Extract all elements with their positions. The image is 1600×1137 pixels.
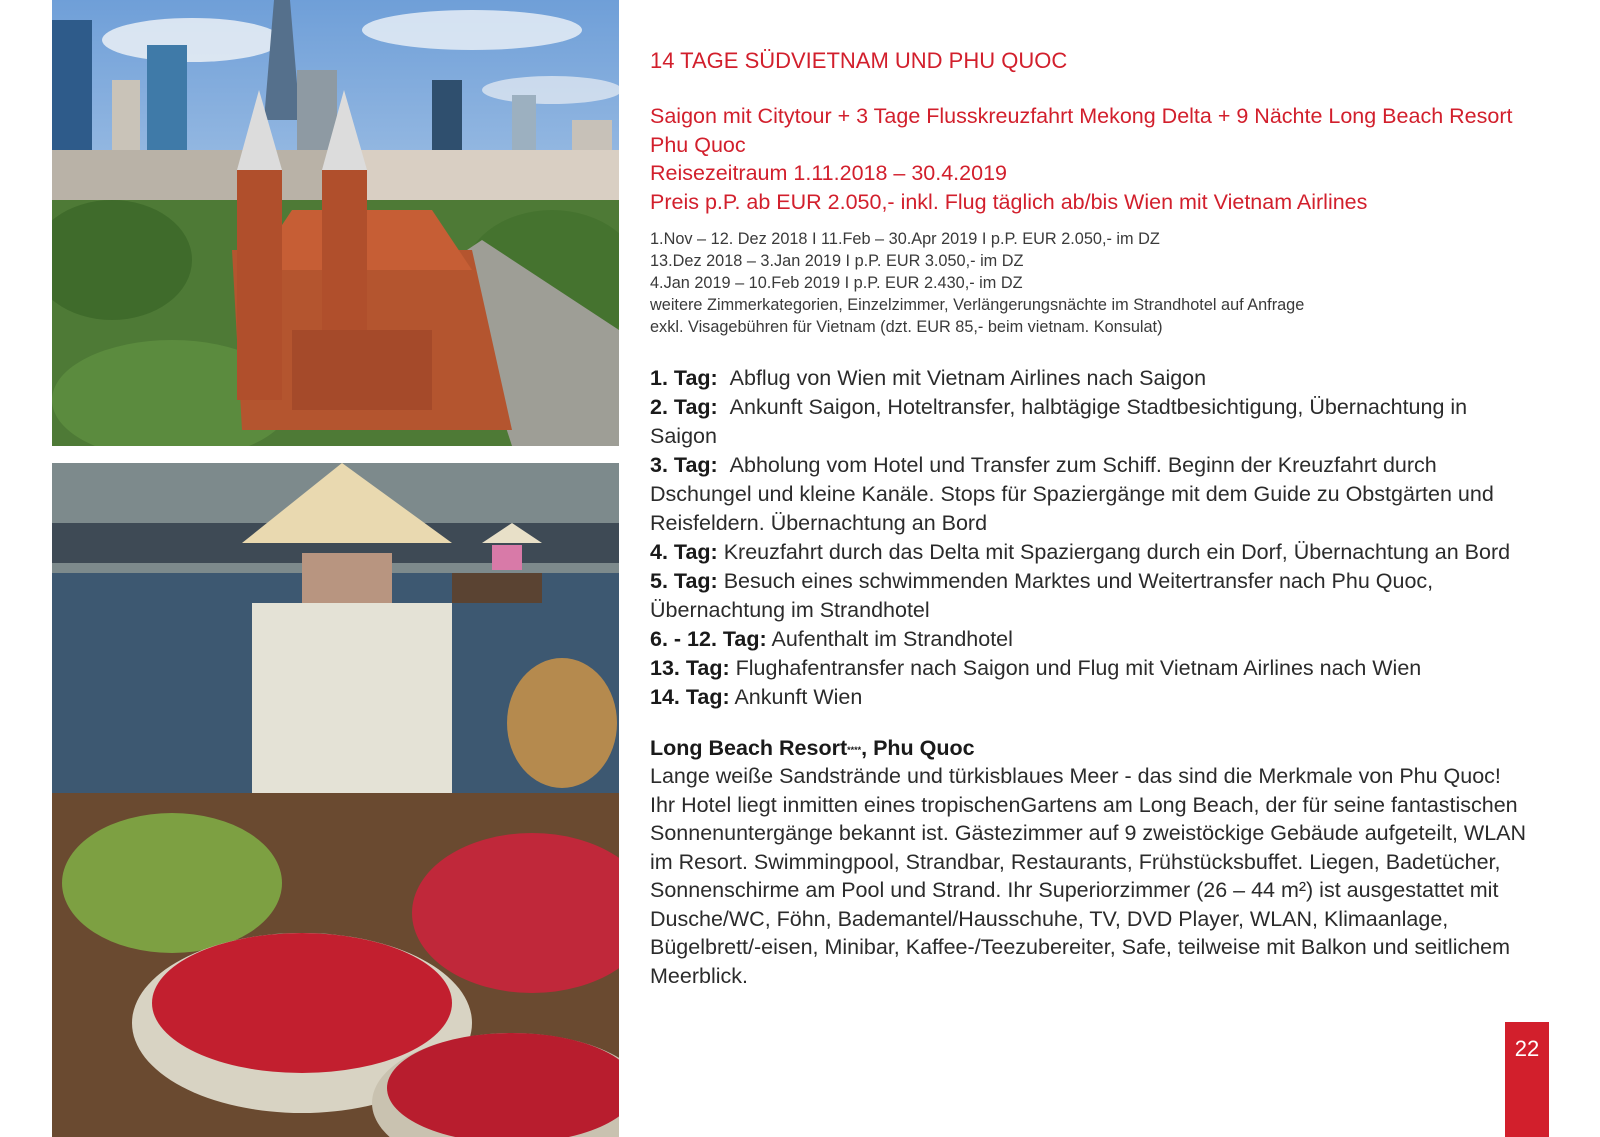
itinerary-day — [650, 683, 1530, 712]
day-label: 3. Tag: — [650, 453, 718, 477]
mekong-market-photo — [52, 463, 619, 1137]
price-note: weitere Zimmerkategorien, Einzelzimmer, Verlängerungsnächte im Strandhotel auf Anfrage — [650, 296, 1305, 314]
day-label: 13. Tag: — [650, 656, 730, 680]
price-headline: Preis p.P. ab EUR 2.050,- inkl. Flug täglich ab/bis Wien mit Vietnam Airlines — [650, 189, 1368, 214]
hotel-section — [650, 734, 1530, 990]
price-details — [650, 228, 1530, 338]
itinerary-day — [650, 451, 1530, 538]
saigon-cathedral-photo — [52, 0, 619, 446]
hotel-title — [650, 734, 1530, 762]
hotel-location: , Phu Quoc — [861, 736, 975, 760]
hotel-name: Long Beach Resort — [650, 736, 848, 760]
day-label: 4. Tag: — [650, 540, 718, 564]
day-label: 2. Tag: — [650, 395, 718, 419]
price-note: exkl. Visagebühren für Vietnam (dzt. EUR 85,- beim vietnam. Konsulat) — [650, 318, 1163, 336]
page-number: 22 — [1505, 1022, 1549, 1137]
day-text: Kreuzfahrt durch das Delta mit Spaziergang durch ein Dorf, Übernachtung an Bord — [723, 540, 1511, 564]
itinerary-day — [650, 625, 1530, 654]
travel-period: Reisezeitraum 1.11.2018 – 30.4.2019 — [650, 161, 1007, 185]
day-text: Abholung vom Hotel und Transfer zum Schiff. Beginn der Kreuzfahrt durch Dschungel und kleine Kanäle. Stops für Spaziergänge mit dem Guide zu Obstgärten und Reisfeldern. Übernachtung an Bord — [650, 453, 1494, 535]
day-text: Flughafentransfer nach Saigon und Flug mit Vietnam Airlines nach Wien — [735, 656, 1422, 680]
day-label: 1. Tag: — [650, 366, 718, 390]
price-line: 4.Jan 2019 – 10.Feb 2019 I p.P. EUR 2.430,- im DZ — [650, 274, 1023, 292]
day-label: 5. Tag: — [650, 569, 718, 593]
itinerary — [650, 364, 1530, 712]
day-text: Ankunft Wien — [734, 685, 863, 709]
day-text: Ankunft Saigon, Hoteltransfer, halbtägige Stadtbesichtigung, Übernachtung in Saigon — [650, 395, 1468, 448]
itinerary-day — [650, 393, 1530, 451]
itinerary-day — [650, 654, 1530, 683]
day-label: 6. - 12. Tag: — [650, 627, 767, 651]
tour-content — [650, 46, 1530, 990]
itinerary-day — [650, 364, 1530, 393]
hotel-description: Lange weiße Sandstrände und türkisblaues Meer - das sind die Merkmale von Phu Quoc! Ihr Hotel liegt inmitten eines tropischenGartens am Long Beach, der für seine fantastischen Sonnenuntergänge bekannt ist. Gästezimmer auf 9 zweistöckige Gebäude aufgeteilt, WLAN im Resort. Swimmingpool, Strandbar, Restaurants, Frühstücksbuffet. Liegen, Badetücher, Sonnenschirme am Pool und Strand. Ihr Superiorzimmer (26 – 44 m²) ist ausgestattet mit Dusche/WC, Föhn, Bademantel/Hausschuhe, TV, DVD Player, WLAN, Klimaanlage, Bügelbrett/-eisen, Minibar, Kaffee-/Teezubereiter, Safe, teilweise mit Balkon und seitlichem Meerblick. — [650, 764, 1527, 988]
day-text: Aufenthalt im Strandhotel — [771, 627, 1013, 651]
itinerary-day — [650, 567, 1530, 625]
tour-subtitle: Saigon mit Citytour + 3 Tage Flusskreuzfahrt Mekong Delta + 9 Nächte Long Beach Resort Phu Quoc — [650, 104, 1513, 157]
price-line: 1.Nov – 12. Dez 2018 I 11.Feb – 30.Apr 2019 I p.P. EUR 2.050,- im DZ — [650, 230, 1160, 248]
day-label: 14. Tag: — [650, 685, 730, 709]
price-line: 13.Dez 2018 – 3.Jan 2019 I p.P. EUR 3.050,- im DZ — [650, 252, 1024, 270]
tour-title: 14 TAGE SÜDVIETNAM UND PHU QUOC — [650, 48, 1068, 73]
day-text: Besuch eines schwimmenden Marktes und Weitertransfer nach Phu Quoc, Übernachtung im Strandhotel — [650, 569, 1434, 622]
hotel-stars: **** — [847, 745, 862, 755]
day-text: Abflug von Wien mit Vietnam Airlines nach Saigon — [729, 366, 1207, 390]
itinerary-day — [650, 538, 1530, 567]
